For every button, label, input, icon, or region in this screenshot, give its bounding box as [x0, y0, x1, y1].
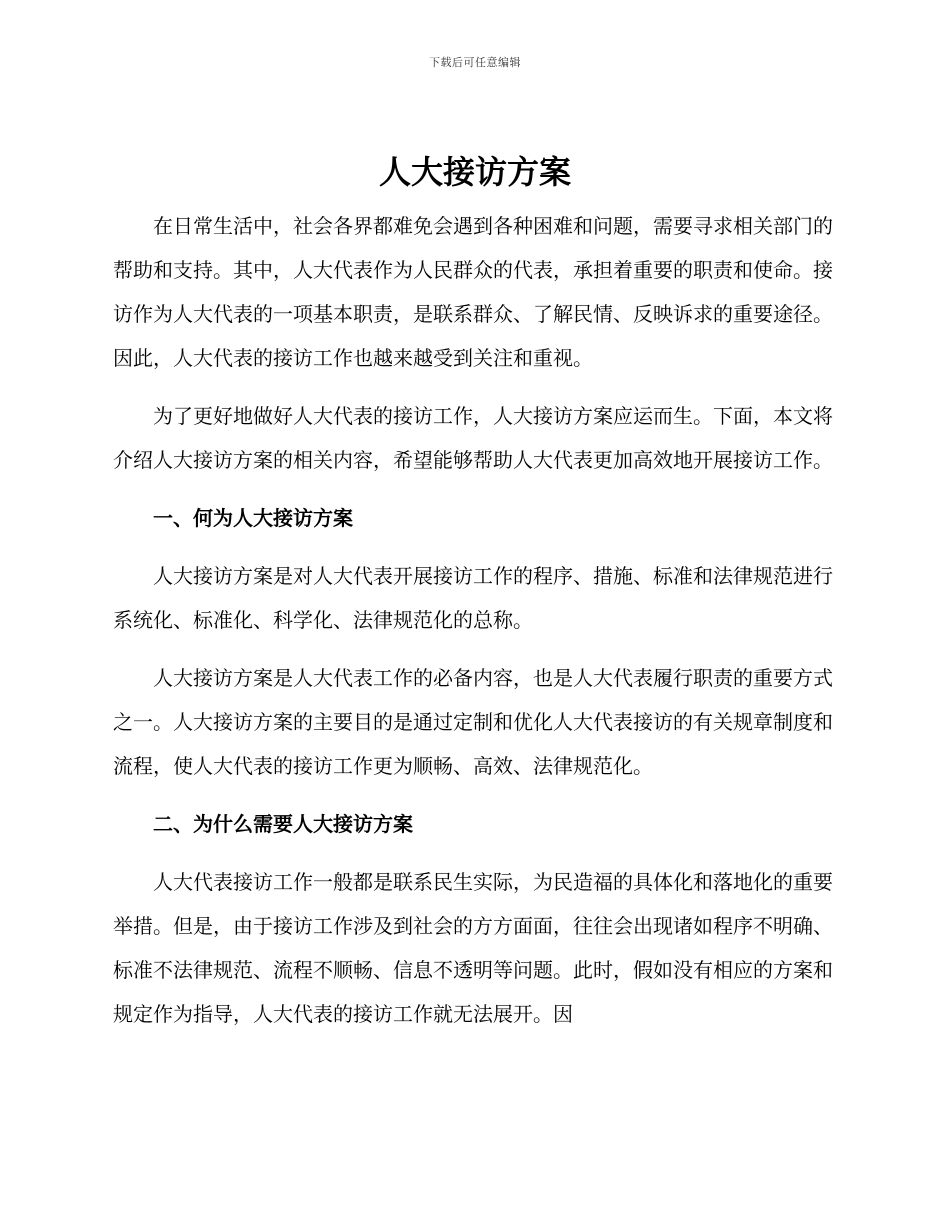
- section-1-paragraph-1: 人大接访方案是对人大代表开展接访工作的程序、措施、标准和法律规范进行系统化、标准化、科学化、法律规范化的总称。: [113, 564, 833, 632]
- section-heading-1: 一、何为人大接访方案: [153, 506, 353, 530]
- document-body: [113, 204, 833, 1050]
- section-1-paragraph-2: 人大接访方案是人大代表工作的必备内容，也是人大代表履行职责的重要方式之一。人大接访方案的主要目的是通过定制和优化人大代表接访的有关规章制度和流程，使人大代表的接访工作更为顺畅、高效、法律规范化。: [113, 666, 833, 778]
- section-2-paragraph-1: 人大代表接访工作一般都是联系民生实际，为民造福的具体化和落地化的重要举措。但是，由于接访工作涉及到社会的方方面面，往往会出现诸如程序不明确、标准不法律规范、流程不顺畅、信息不透明等问题。此时，假如没有相应的方案和规定作为指导，人大代表的接访工作就无法展开。因: [113, 870, 833, 1026]
- intro-paragraph-1: 在日常生活中，社会各界都难免会遇到各种困难和问题，需要寻求相关部门的帮助和支持。其中，人大代表作为人民群众的代表，承担着重要的职责和使命。接访作为人大代表的一项基本职责，是联系群众、了解民情、反映诉求的重要途径。因此，人大代表的接访工作也越来越受到关注和重视。: [113, 214, 833, 370]
- intro-paragraph-2: 为了更好地做好人大代表的接访工作，人大接访方案应运而生。下面，本文将介绍人大接访方案的相关内容，希望能够帮助人大代表更加高效地开展接访工作。: [113, 404, 833, 472]
- document-title: 人大接访方案: [378, 153, 571, 191]
- section-heading-2: 二、为什么需要人大接访方案: [153, 812, 413, 836]
- page-header-note: 下载后可任意编辑: [429, 56, 521, 69]
